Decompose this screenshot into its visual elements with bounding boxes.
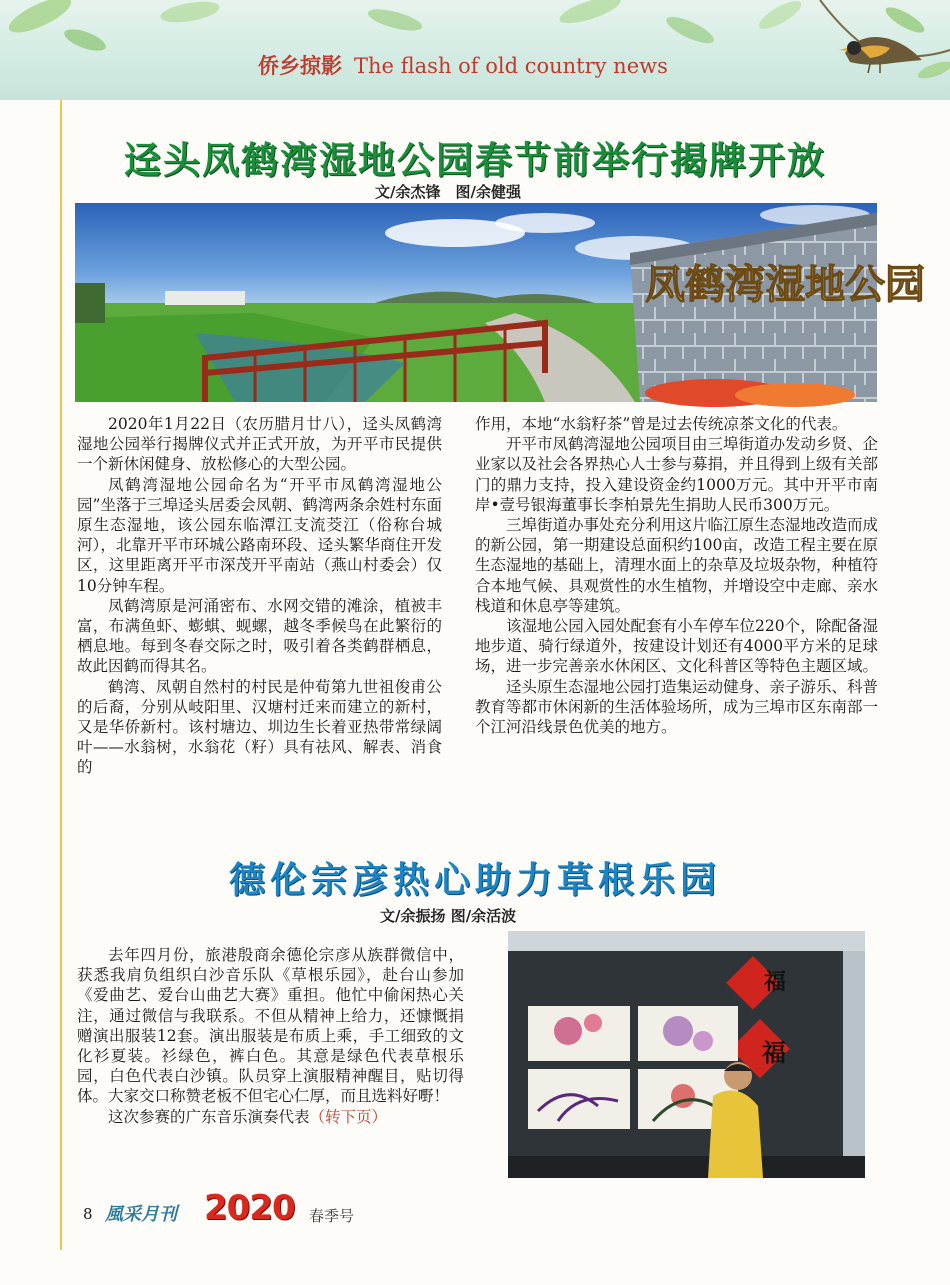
magazine-year: 2020 bbox=[204, 1188, 295, 1228]
article2-paragraph: 去年四月份，旅港殷商余德伦宗彦从族群微信中，获悉我肩负组织白沙音乐队《草根乐园》，赴台山参加《爱曲艺、爱台山曲艺大赛》重担。他忙中偷闲热心关注，通过微信与我联系。不但从精神上给力，还慷慨捐赠演出服装12套。演出服装是布质上乘，手工细致的文化衫夏装。衫绿色，裤白色。其意是绿色代表草根乐园，白色代表白沙镇。队员穿上演服精神醒目，贴切得体。大家交口称赞老板不但宅心仁厚，而且选料好嘢！ bbox=[77, 946, 464, 1106]
article2-column bbox=[77, 945, 464, 1127]
calligraphy-donor-photo bbox=[508, 931, 865, 1178]
bird-icon bbox=[830, 18, 930, 78]
article1-paragraph: 迳头原生态湿地公园打造集运动健身、亲子游乐、科普教育等都市休闲新的生活体验场所，成为三埠市区东南部一个江河沿线景色优美的地方。 bbox=[475, 677, 879, 737]
fu-character-top: 福 bbox=[764, 969, 787, 995]
header-banner bbox=[0, 0, 950, 100]
continued-note: （转下页） bbox=[309, 1107, 388, 1126]
article1-paragraph: 凤鹤湾湿地公园命名为“开平市凤鹤湾湿地公园”坐落于三埠迳头居委会凤朝、鹤湾两条余姓村东面原生态湿地，该公园东临潭江支流茭江（俗称台城河），北靠开平市环城公路南环段、迳头繁华商住开发区，这里距离开平市深茂开平南站（燕山村委会）仅10分钟车程。 bbox=[77, 475, 442, 595]
article1-column1 bbox=[77, 414, 442, 778]
article2-paragraph-text: 这次参赛的广东音乐演奏代表 bbox=[108, 1107, 310, 1126]
article1-column2 bbox=[475, 414, 878, 737]
magazine-name: 風采月刊 bbox=[105, 1204, 177, 1225]
section-title bbox=[258, 50, 668, 80]
article2-paragraph-last bbox=[77, 1107, 464, 1127]
article1-paragraph: 该湿地公园入园处配套有小车停车位220个，除配备湿地步道、骑行绿道外，按建设计划还有4000平方米的足球场，进一步完善亲水休闲区、文化科普区等特色主题区域。 bbox=[475, 617, 879, 676]
article1-paragraph: 鹤湾、凤朝自然村的村民是仲荀第九世祖俊甫公的后裔，分别从岐阳里、汉塘村迁来而建立的新村，又是华侨新村。该村塘边、圳边生长着亚热带常绿阔叶——水翁树，水翁花（籽）具有祛风、解表、消食的 bbox=[77, 677, 442, 777]
wetland-park-photo bbox=[75, 203, 925, 402]
margin-rule bbox=[60, 100, 62, 1250]
article1-paragraph: 开平市凤鹤湾湿地公园项目由三埠街道办发动乡贤、企业家以及社会各界热心人士参与募捐，并且得到上级有关部门的鼎力支持，投入建设资金约1000万元。其中开平市南岸•壹号银海董事长李柏景先生捐助人民币300万元。 bbox=[475, 435, 879, 514]
article2-byline: 文/余振扬 图/余活波 bbox=[380, 907, 517, 925]
section-title-cn: 侨乡掠影 bbox=[258, 53, 342, 78]
article1-paragraph: 2020年1月22日（农历腊月廿八），迳头凤鹤湾湿地公园举行揭牌仪式并正式开放，为开平市民提供一个新休闲健身、放松修心的大型公园。 bbox=[77, 415, 442, 474]
article1-title: 迳头凤鹤湾湿地公园春节前举行揭牌开放 bbox=[124, 139, 826, 182]
park-sign-text: 凤鹤湾湿地公园 bbox=[645, 261, 925, 308]
fu-character-bottom: 福 bbox=[762, 1038, 786, 1067]
article1-paragraph: 凤鹤湾原是河涌密布、水网交错的滩涂，植被丰富，布满鱼虾、蟛蜞、蚬螺，越冬季候鸟在此繁衍的栖息地。每到冬春交际之时，吸引着各类鹤群栖息，故此因鹤而得其名。 bbox=[77, 596, 442, 676]
section-title-en: The flash of old country news bbox=[354, 54, 668, 78]
magazine-edition: 春季号 bbox=[309, 1207, 355, 1225]
article1-paragraph: 三埠街道办事处充分利用这片临江原生态湿地改造而成的新公园，第一期建设总面积约100亩，改造工程主要在原生态湿地的基础上，清理水面上的杂草及垃圾杂物，种植符合本地气候、具观赏性的水生植物，并增设空中走廊、亲水栈道和休息亭等建筑。 bbox=[475, 516, 879, 615]
article1-byline: 文/余杰锋 图/余健强 bbox=[375, 183, 521, 201]
article2-title: 德伦宗彦热心助力草根乐园 bbox=[228, 860, 721, 901]
article1-paragraph: 作用，本地“水翁籽茶”曾是过去传统凉茶文化的代表。 bbox=[475, 415, 848, 433]
page-number: 8 bbox=[83, 1205, 93, 1223]
